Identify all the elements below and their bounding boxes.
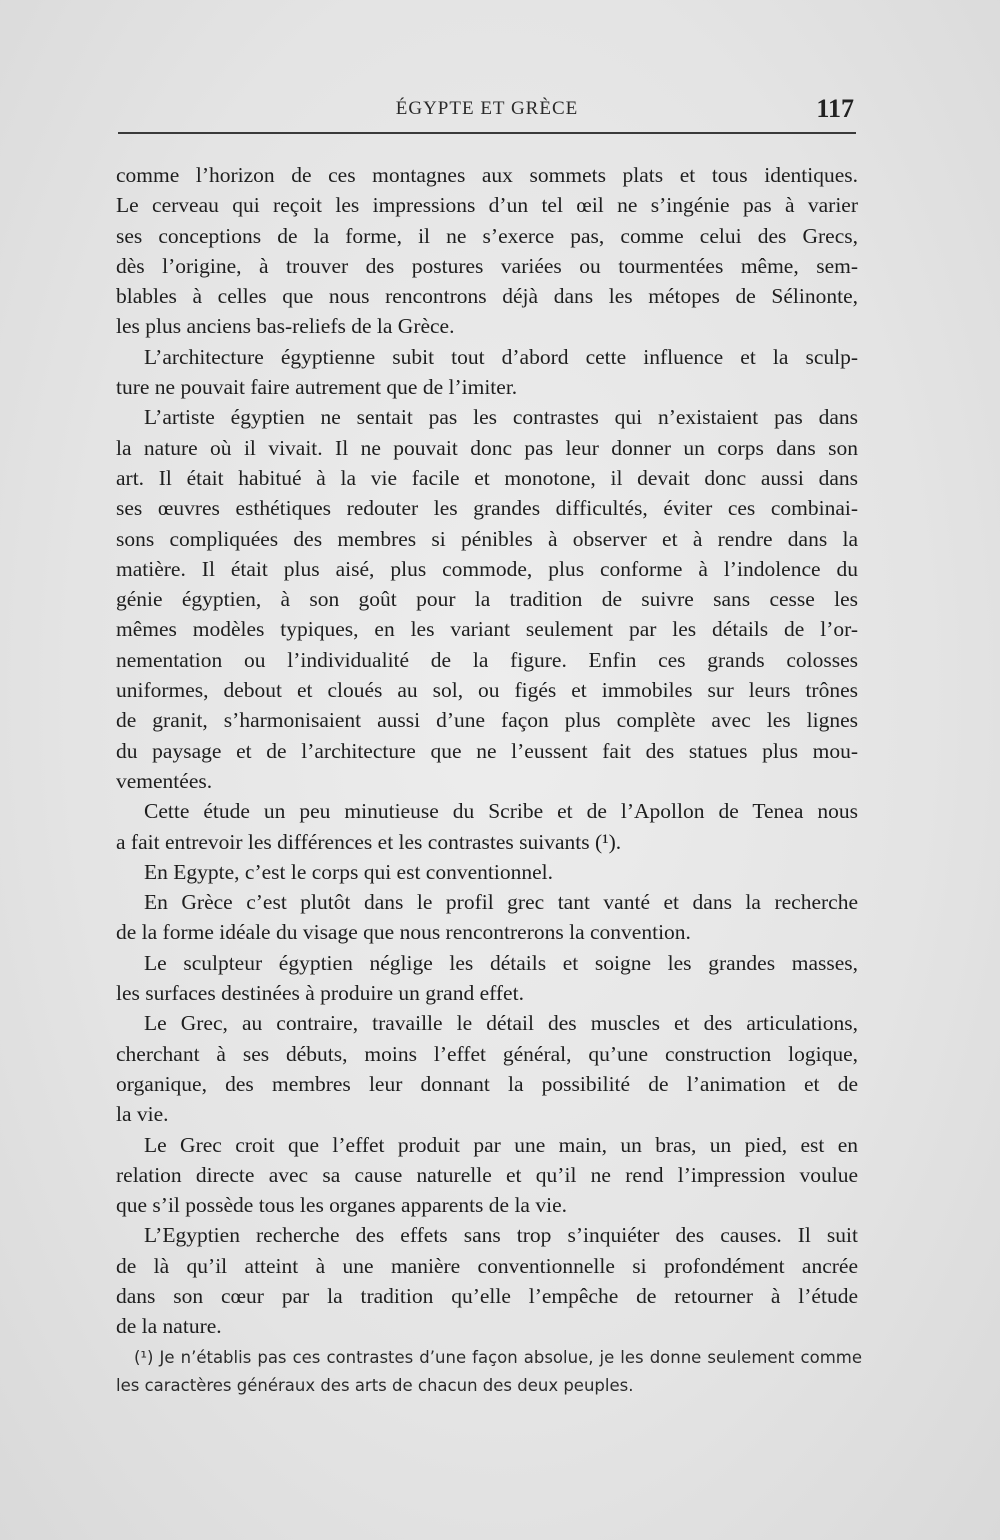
paragraph-start: En Egypte, c’est le corps qui est conventionnel. xyxy=(144,859,553,884)
body-line: les surfaces destinées à produire un grand effet. xyxy=(116,981,524,1006)
body-line: la vie. xyxy=(116,1102,169,1127)
running-head xyxy=(118,94,856,130)
body-line: mêmes modèles typiques, en les variant seulement par les détails de l’or- xyxy=(116,617,858,642)
paragraph-start: Cette étude un peu minutieuse du Scribe et de l’Apollon de Tenea nous xyxy=(144,799,858,824)
paragraph-start: L’architecture égyptienne subit tout d’abord cette influence et la sculp- xyxy=(144,344,858,369)
body-line: sons compliquées des membres si pénibles à observer et à rendre dans la xyxy=(116,526,858,551)
footnote-line: (¹) Je n’établis pas ces contrastes d’une façon absolue, je les donne seulement comme xyxy=(134,1348,862,1367)
body-line: que s’il possède tous les organes apparents de la vie. xyxy=(116,1193,567,1218)
body-line: blables à celles que nous rencontrons déjà dans les métopes de Sélinonte, xyxy=(116,284,858,309)
body-line: les plus anciens bas-reliefs de la Grèce. xyxy=(116,314,455,339)
paragraph-start: En Grèce c’est plutôt dans le profil grec tant vanté et dans la recherche xyxy=(144,890,858,915)
body-line: Le cerveau qui reçoit les impressions d’un tel œil ne s’ingénie pas à varier xyxy=(116,193,858,218)
body-line: dès l’origine, à trouver des postures variées ou tourmentées même, sem- xyxy=(116,253,858,278)
body-line: nementation ou l’individualité de la figure. Enfin ces grands colosses xyxy=(116,647,858,672)
body-line: ses œuvres esthétiques redouter les grandes difficultés, éviter ces combinai- xyxy=(116,496,858,521)
body-line: matière. Il était plus aisé, plus commode, plus conforme à l’indolence du xyxy=(116,556,858,581)
body-line: relation directe avec sa cause naturelle et qu’il ne rend l’impression voulue xyxy=(116,1162,858,1187)
body-line: cherchant à ses débuts, moins l’effet général, qu’une construction logique, xyxy=(116,1041,858,1066)
body-line: de la nature. xyxy=(116,1314,222,1339)
body-line: de là qu’il atteint à une manière conventionnelle si profondément ancrée xyxy=(116,1253,858,1278)
paragraph-start: L’Egyptien recherche des effets sans trop s’inquiéter des causes. Il suit xyxy=(144,1223,858,1248)
body-line: ture ne pouvait faire autrement que de l’imiter. xyxy=(116,375,518,400)
body-line: a fait entrevoir les différences et les contrastes suivants (¹). xyxy=(116,829,622,854)
body-text xyxy=(116,160,858,1342)
body-line: du paysage et de l’architecture que ne l’eussent fait des statues plus mou- xyxy=(116,738,858,763)
page-number: 117 xyxy=(816,94,854,123)
running-title: ÉGYPTE ET GRÈCE xyxy=(395,98,579,119)
body-line: dans son cœur par la tradition qu’elle l’empêche de retourner à l’étude xyxy=(116,1283,858,1308)
body-line: de granit, s’harmonisaient aussi d’une façon plus complète avec les lignes xyxy=(116,708,858,733)
body-line: comme l’horizon de ces montagnes aux sommets plats et tous identiques. xyxy=(116,163,858,187)
paragraph-start: Le Grec croit que l’effet produit par une main, un bras, un pied, est en xyxy=(144,1132,858,1157)
body-line: la nature où il vivait. Il ne pouvait donc pas leur donner un corps dans son xyxy=(116,435,858,460)
body-line: ses conceptions de la forme, il ne s’exerce pas, comme celui des Grecs, xyxy=(116,223,858,248)
footnote-line: les caractères généraux des arts de chacun des deux peuples. xyxy=(116,1376,634,1395)
body-line: uniformes, debout et cloués au sol, ou figés et immobiles sur leurs trônes xyxy=(116,678,858,703)
paragraph-start: Le sculpteur égyptien néglige les détails et soigne les grandes masses, xyxy=(144,950,858,975)
body-line: organique, des membres leur donnant la possibilité de l’animation et de xyxy=(116,1071,858,1096)
body-line: de la forme idéale du visage que nous rencontrerons la convention. xyxy=(116,920,691,945)
footnote xyxy=(116,1344,862,1400)
header-rule xyxy=(118,132,856,134)
body-line: art. Il était habitué à la vie facile et monotone, il devait donc aussi dans xyxy=(116,465,858,490)
paragraph-start: L’artiste égyptien ne sentait pas les contrastes qui n’existaient pas dans xyxy=(144,405,858,430)
paragraph-start: Le Grec, au contraire, travaille le détail des muscles et des articulations, xyxy=(144,1011,858,1036)
body-line: génie égyptien, à son goût pour la tradition de suivre sans cesse les xyxy=(116,587,858,612)
body-line: vementées. xyxy=(116,768,213,793)
